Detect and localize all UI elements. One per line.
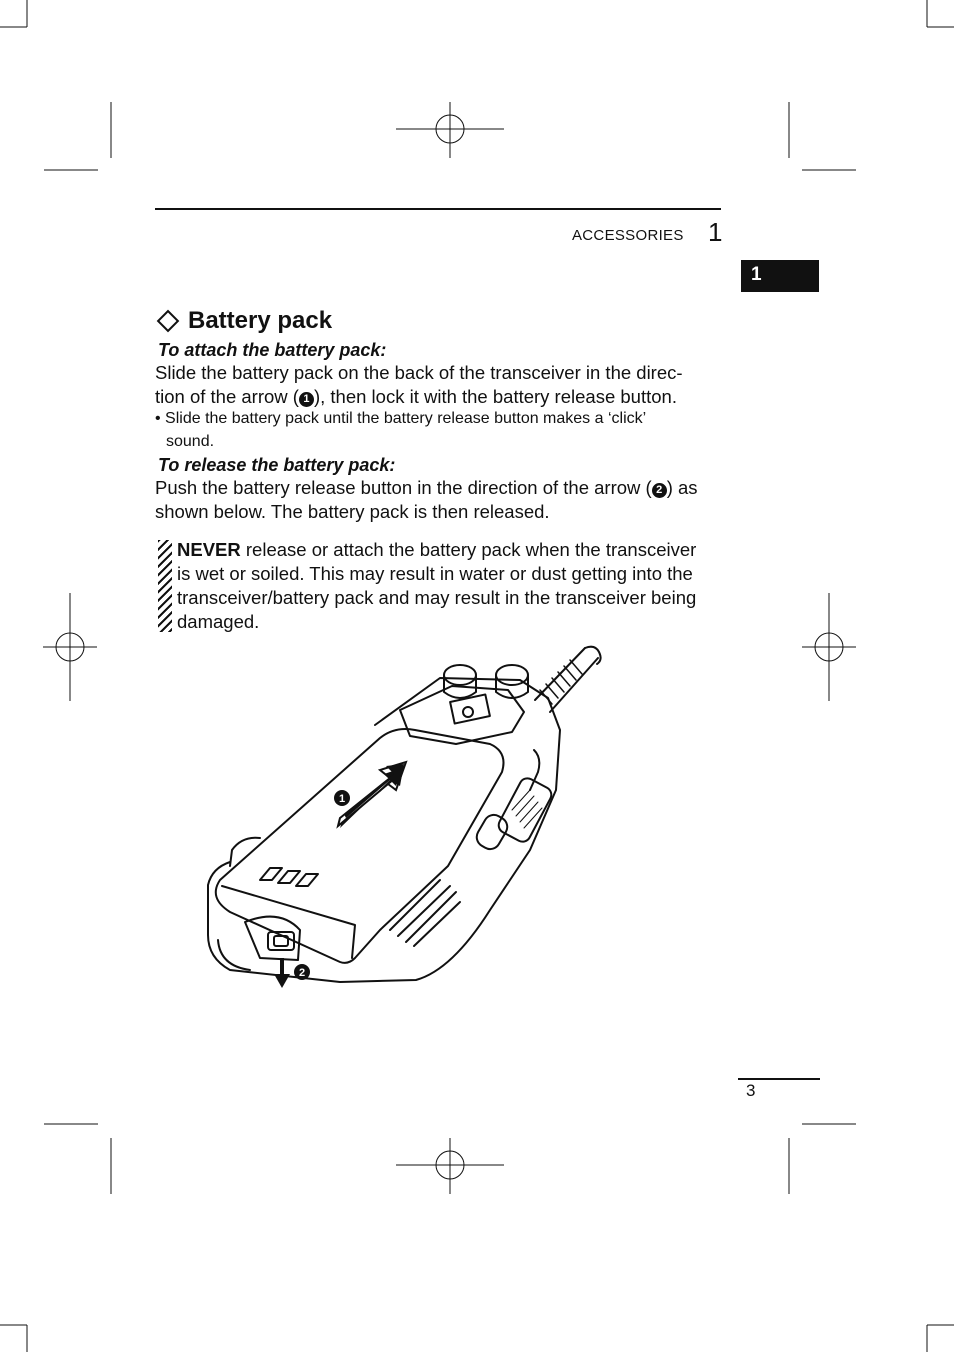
- release-line-1b: ) as: [666, 477, 698, 498]
- caution-line-3: transceiver/battery pack and may result in the transceiver being: [177, 587, 697, 608]
- release-heading: To release the battery pack:: [158, 455, 396, 475]
- caution-line-1-text: release or attach the battery pack when the transceiver: [240, 539, 697, 560]
- release-line-1: [155, 476, 721, 500]
- attach-bullet: [155, 407, 721, 453]
- chapter-number: 1: [708, 217, 723, 247]
- marker-two: 2: [652, 483, 667, 498]
- caution-line-1: [177, 538, 722, 562]
- caution-hatch-icon: [158, 540, 172, 632]
- bullet-line-2: sound.: [166, 433, 215, 450]
- attach-line-2a: tion of the arrow (: [155, 386, 299, 407]
- knob-left: [444, 665, 476, 685]
- release-line-1a: Push the battery release button in the direction of the arrow (: [155, 477, 652, 498]
- arrow-two-icon: [274, 958, 290, 988]
- caution-note: [158, 538, 722, 634]
- page-number: 3: [746, 1081, 756, 1100]
- section-title-text: Battery pack: [188, 307, 333, 334]
- release-line-2: shown below. The battery pack is then released.: [155, 501, 550, 522]
- header-rule: [155, 208, 721, 210]
- transceiver-illustration: [190, 640, 630, 1000]
- release-paragraph: [155, 476, 721, 524]
- attach-line-2b: ), then lock it with the battery release button.: [313, 386, 677, 407]
- caution-emphasis: NEVER: [177, 539, 241, 560]
- caution-line-2: is wet or soiled. This may result in water or dust getting into the: [177, 563, 693, 584]
- chapter-tab: [741, 260, 819, 292]
- marker-one: 1: [299, 392, 314, 407]
- callout-one-text: 1: [338, 793, 346, 805]
- attach-paragraph: [155, 361, 721, 409]
- diamond-icon: [157, 310, 180, 333]
- antenna: [535, 648, 598, 712]
- attach-line-1: Slide the battery pack on the back of the transceiver in the direc-: [155, 362, 683, 383]
- attach-line-2: [155, 385, 721, 409]
- running-head: ACCESSORIES: [572, 227, 684, 244]
- attach-heading: To attach the battery pack:: [158, 340, 387, 360]
- bullet-line-1: • Slide the battery pack until the battery release button makes a ‘click’: [155, 410, 647, 427]
- footer-rule: [738, 1078, 820, 1080]
- section-title: [158, 307, 332, 335]
- battery-pack: [216, 729, 504, 963]
- chapter-tab-label: 1: [751, 264, 762, 285]
- callout-one: [334, 790, 350, 806]
- caution-line-4: damaged.: [177, 611, 260, 632]
- callout-two-text: 2: [298, 967, 306, 979]
- callout-two: [294, 964, 310, 980]
